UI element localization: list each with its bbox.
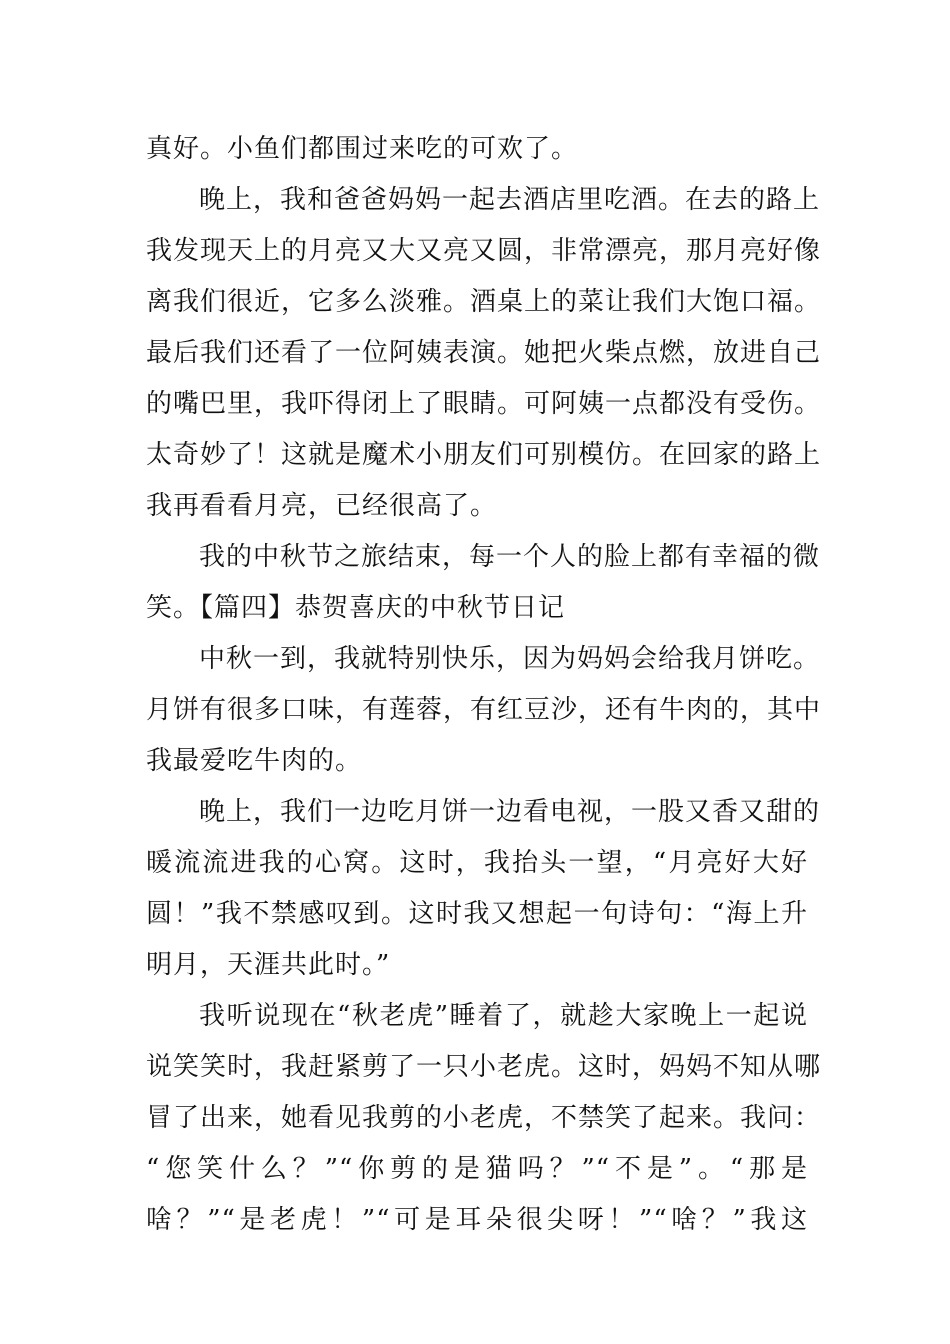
text-line: 暖流流进我的心窝。这时，我抬头一望，“月亮好大好: [146, 848, 808, 878]
text-line: 太奇妙了！这就是魔术小朋友们可别模仿。在回家的路上: [146, 440, 822, 470]
text-line: 真好。小鱼们都围过来吃的可欢了。: [146, 134, 579, 164]
text-line: 最后我们还看了一位阿姨表演。她把火柴点燃，放进自己: [146, 338, 822, 368]
text-line: 晚上，我们一边吃月饼一边看电视，一股又香又甜的: [199, 797, 821, 827]
text-line: 的嘴巴里，我吓得闭上了眼睛。可阿姨一点都没有受伤。: [146, 389, 822, 419]
text-line: 我听说现在“秋老虎”睡着了，就趁大家晚上一起说: [199, 1001, 808, 1031]
text-line: 月饼有很多口味，有莲蓉，有红豆沙，还有牛肉的，其中: [146, 695, 822, 725]
text-line: 我最爱吃牛肉的。: [146, 746, 363, 776]
text-line: 离我们很近，它多么淡雅。酒桌上的菜让我们大饱口福。: [146, 287, 822, 317]
text-line: 我发现天上的月亮又大又亮又圆，非常漂亮，那月亮好像: [146, 236, 822, 266]
text-line: 冒了出来，她看见我剪的小老虎，不禁笑了起来。我问：: [146, 1103, 822, 1133]
text-line: 啥？”“是老虎！”“可是耳朵很尖呀！”“啥？”我这: [146, 1205, 808, 1235]
text-line: 明月，天涯共此时。”: [146, 950, 391, 980]
text-line: 笑。【篇四】恭贺喜庆的中秋节日记: [146, 593, 566, 623]
body-text: [146, 124, 822, 1246]
text-line: 中秋一到，我就特别快乐，因为妈妈会给我月饼吃。: [199, 644, 821, 674]
text-line: 说笑笑时，我赶紧剪了一只小老虎。这时，妈妈不知从哪: [146, 1052, 822, 1082]
text-line: 我再看看月亮，已经很高了。: [146, 491, 498, 521]
text-line: 晚上，我和爸爸妈妈一起去酒店里吃酒。在去的路上: [199, 185, 821, 215]
text-line: 圆！”我不禁感叹到。这时我又想起一句诗句：“海上升: [146, 899, 808, 929]
text-line: 我的中秋节之旅结束，每一个人的脸上都有幸福的微: [199, 542, 821, 572]
text-line: “您笑什么？”“你剪的是猫吗？”“不是”。“那是: [146, 1154, 808, 1184]
